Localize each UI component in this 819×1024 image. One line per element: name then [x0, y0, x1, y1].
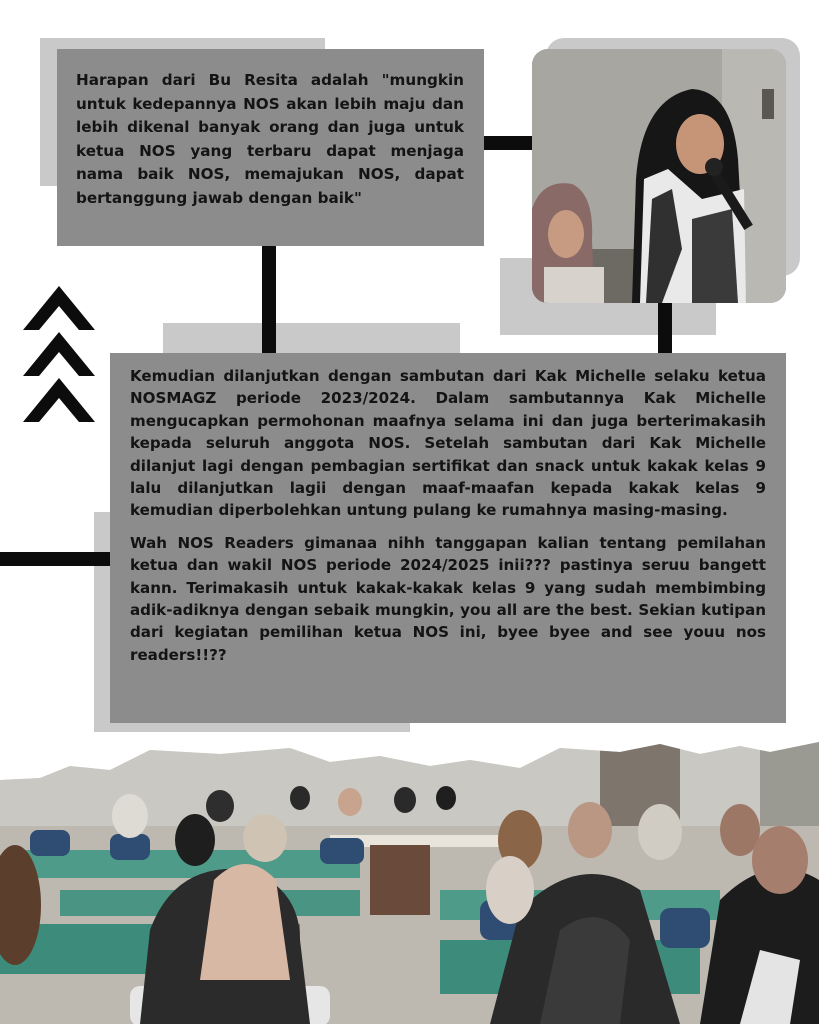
main-text-box [110, 353, 786, 723]
speaker-photo-drawing [532, 49, 786, 303]
connector-bar [484, 136, 532, 150]
connector-bar [658, 303, 672, 354]
quote-text-box [57, 49, 484, 246]
main-paragraph-1: Kemudian dilanjutkan dengan sambutan dari Kak Michelle selaku ketua NOSMAGZ periode 2023/2024. Dalam sambutannya Kak Michelle mengucapkan permohonan maafnya selama ini dan juga berterimakasih kepada seluruh anggota NOS. Setelah sambutan dari Kak Michelle dilanjut lagi dengan pembagian sertifikat dan snack untuk kakak kelas 9 lalu dilanjutkan lagii dengan maaf-maafan kepada kakak kelas 9 kemudian diperbolehkan untung pulang ke rumahnya masing-masing. [130, 367, 766, 520]
speaker-photo [532, 49, 786, 303]
event-photo-drawing [0, 740, 819, 1024]
event-photo [0, 740, 819, 1024]
chevron-up-icon [23, 330, 95, 378]
connector-bar [262, 246, 276, 354]
quote-paragraph: Harapan dari Bu Resita adalah "mungkin untuk kedepannya NOS akan lebih maju dan lebih dikenal banyak orang dan juga untuk ketua NOS yang terbaru dapat menjaga nama baik NOS, memajukan NOS, dapat bertanggung jawab dengan baik" [76, 71, 464, 207]
main-paragraph-2: Wah NOS Readers gimanaa nihh tanggapan kalian tentang pemilahan ketua dan wakil NOS periode 2024/2025 inii??? pastinya seruu bangett kann. Terimakasih untuk kakak-kakak kelas 9 yang sudah membimbing adik-adiknya dengan sebaik mungkin, you all are the best. Sekian kutipan dari kegiatan pemilihan ketua NOS ini, byee byee and see youu nos readers!!?? [130, 533, 766, 664]
chevron-up-icon [23, 376, 95, 424]
connector-bar [0, 552, 110, 566]
chevron-up-icon [23, 284, 95, 332]
